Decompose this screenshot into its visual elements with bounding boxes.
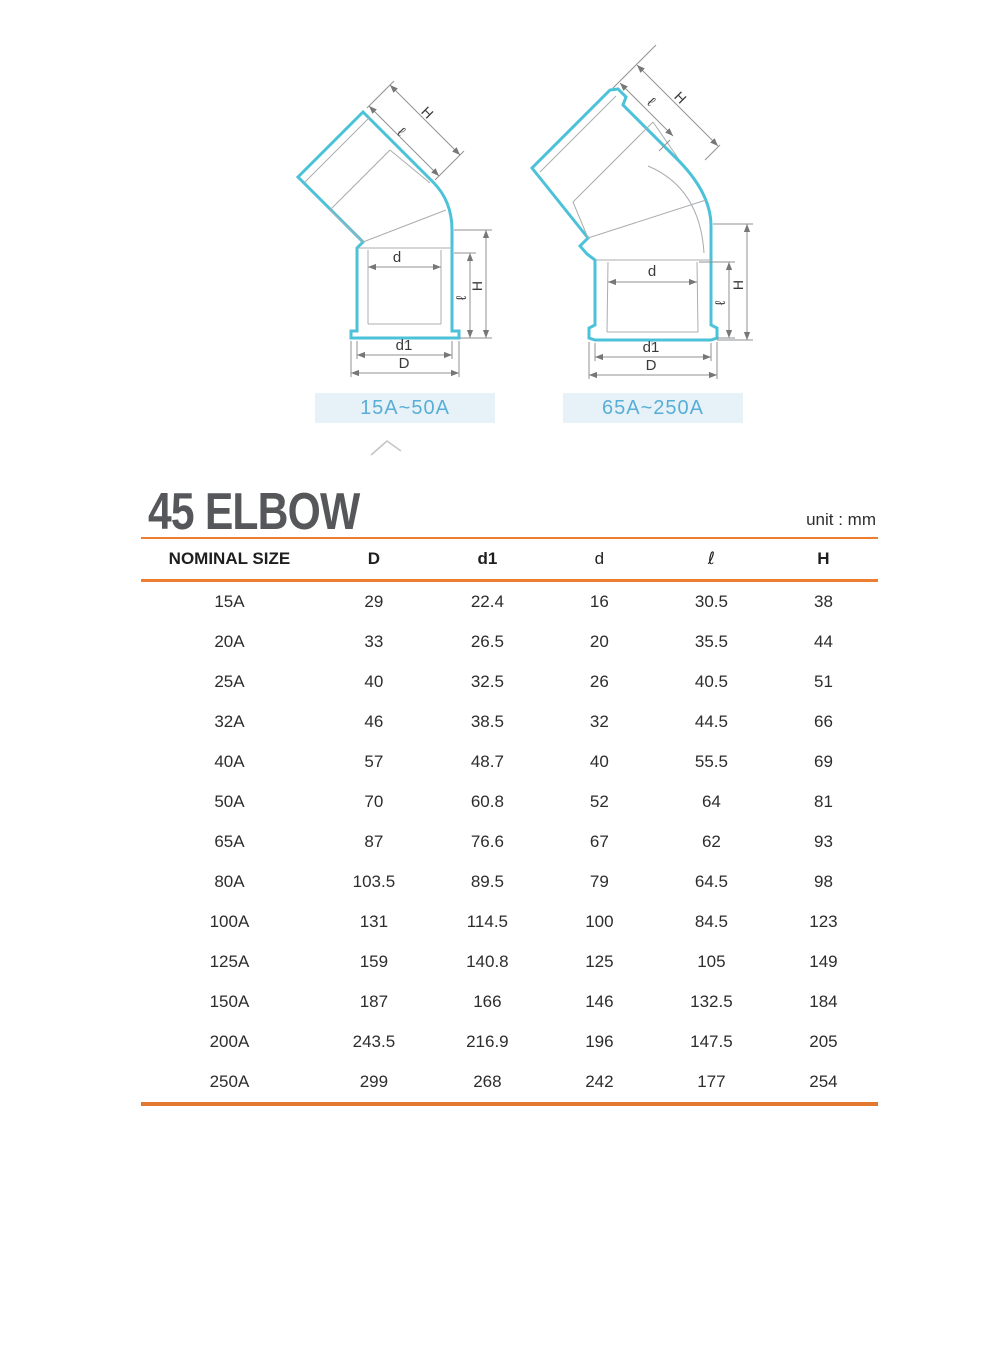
table-cell: 81 (813, 792, 833, 811)
table-cell: 149 (809, 952, 838, 971)
table-header (141, 538, 878, 581)
table-cell: 147.5 (690, 1032, 733, 1051)
table-cell: 65A (214, 832, 245, 851)
table-cell: 105 (697, 952, 726, 971)
table-cell: 177 (697, 1072, 726, 1091)
table-row (141, 942, 878, 982)
table-cell: 166 (473, 992, 502, 1011)
elbow-outline (298, 112, 459, 338)
dim-label-l-side: ℓ (453, 295, 469, 301)
dim-label-l-arm: ℓ (394, 124, 409, 139)
dim-label-l-side: ℓ (712, 300, 728, 306)
table-row (141, 1022, 878, 1062)
elbow-drawing-15a-50a (280, 78, 550, 388)
table-cell: 254 (809, 1072, 838, 1091)
table-cell: 89.5 (470, 872, 504, 891)
table-row (141, 662, 878, 702)
table-cell: 123 (809, 912, 838, 931)
table-row (141, 862, 878, 902)
dim-label-D: D (398, 355, 410, 372)
table-cell: 20A (214, 632, 245, 651)
table-cell: 60.8 (470, 792, 504, 811)
table-cell: 15A (214, 592, 245, 611)
table-cell: 51 (813, 672, 833, 691)
table-cell: 268 (473, 1072, 502, 1091)
table-cell: 29 (364, 592, 384, 611)
table-cell: 40A (214, 752, 245, 771)
table-cell: 25A (214, 672, 245, 691)
table-cell: 114.5 (466, 912, 509, 931)
col-header-l: ℓ (707, 549, 715, 569)
table-cell: 79 (589, 872, 609, 891)
unit-label: unit : mm (806, 510, 876, 529)
table-cell: 84.5 (694, 912, 728, 931)
dim-label-H-side: H (469, 280, 485, 292)
table-cell: 40 (364, 672, 384, 691)
table-row (141, 782, 878, 822)
table-cell: 103.5 (352, 872, 396, 891)
table-cell: 64 (701, 792, 721, 811)
table-body (141, 581, 878, 1105)
table-cell: 57 (364, 752, 384, 771)
range-label-65a-250a: 65A~250A (563, 393, 743, 423)
table-cell: 132.5 (690, 992, 733, 1011)
table-cell: 35.5 (694, 632, 728, 651)
dim-label-H-side: H (730, 279, 746, 291)
table-row (141, 982, 878, 1022)
table-cell: 26.5 (470, 632, 504, 651)
table-cell: 64.5 (694, 872, 728, 891)
dim-label-H-arm: H (418, 103, 437, 122)
table-cell: 70 (364, 792, 384, 811)
table-cell: 44 (813, 632, 833, 651)
table-cell: 150A (209, 992, 250, 1011)
table-cell: 40 (589, 752, 609, 771)
table-cell: 100A (209, 912, 250, 931)
table-cell: 48.7 (470, 752, 504, 771)
table-cell: 67 (589, 832, 609, 851)
table-row (141, 902, 878, 942)
table-cell: 50A (214, 792, 245, 811)
table-cell: 32A (214, 712, 245, 731)
table-cell: 16 (589, 592, 609, 611)
dim-label-d: d (647, 263, 657, 280)
table-cell: 26 (589, 672, 609, 691)
dim-label-D: D (645, 357, 657, 374)
table-cell: 80A (214, 872, 245, 891)
table-cell: 125 (585, 952, 614, 971)
table-cell: 216.9 (466, 1032, 509, 1051)
table-cell: 98 (813, 872, 833, 891)
table-row (141, 622, 878, 662)
table-cell: 30.5 (694, 592, 728, 611)
table-cell: 32 (589, 712, 609, 731)
table-row (141, 702, 878, 742)
dim-label-d1: d1 (642, 339, 660, 356)
table-row (141, 822, 878, 862)
page-title: 45 ELBOW (148, 483, 360, 541)
table-cell: 184 (809, 992, 838, 1011)
dim-label-H-arm: H (671, 88, 690, 107)
table-cell: 55.5 (694, 752, 728, 771)
dim-label-l-arm: ℓ (644, 94, 659, 109)
table-cell: 146 (585, 992, 614, 1011)
table-cell: 44.5 (694, 712, 728, 731)
table-cell: 250A (209, 1072, 250, 1091)
table-cell: 140.8 (466, 952, 509, 971)
table-cell: 62 (701, 832, 721, 851)
table-cell: 242 (585, 1072, 614, 1091)
dim-label-d1: d1 (395, 337, 413, 354)
table-cell: 69 (813, 752, 833, 771)
table-cell: 200A (209, 1032, 250, 1051)
table-cell: 125A (209, 952, 250, 971)
table-cell: 20 (589, 632, 609, 651)
col-header-H: H (817, 549, 830, 568)
table-cell: 299 (359, 1072, 389, 1091)
table-row (141, 581, 878, 623)
table-cell: 205 (809, 1032, 838, 1051)
dim-label-d: d (392, 249, 402, 266)
range-label-15a-50a: 15A~50A (315, 393, 495, 423)
table-cell: 76.6 (470, 832, 504, 851)
col-header-D: D (367, 549, 381, 568)
table-row (141, 1062, 878, 1104)
table-cell: 87 (364, 832, 384, 851)
table-cell: 33 (364, 632, 384, 651)
table-cell: 38 (813, 592, 833, 611)
table-cell: 40.5 (694, 672, 728, 691)
col-header-d1: d1 (477, 549, 498, 568)
chevron-mark (368, 438, 406, 458)
table-cell: 93 (813, 832, 833, 851)
dimension-table (141, 537, 878, 1106)
table-cell: 243.5 (352, 1032, 396, 1051)
table-cell: 131 (359, 912, 389, 931)
col-header-nominal-size: NOMINAL SIZE (168, 549, 291, 568)
table-cell: 187 (359, 992, 389, 1011)
table-cell: 32.5 (470, 672, 504, 691)
table-cell: 52 (589, 792, 609, 811)
table-row (141, 742, 878, 782)
elbow-drawing-65a-250a (520, 48, 780, 393)
elbow-outline (532, 89, 717, 340)
table-cell: 22.4 (470, 592, 504, 611)
table-cell: 38.5 (470, 712, 504, 731)
table-cell: 66 (813, 712, 833, 731)
table-cell: 196 (585, 1032, 614, 1051)
table-header-row (141, 538, 878, 581)
table-cell: 46 (364, 712, 384, 731)
table-cell: 159 (359, 952, 389, 971)
table-cell: 100 (585, 912, 614, 931)
col-header-d: d (594, 549, 605, 568)
